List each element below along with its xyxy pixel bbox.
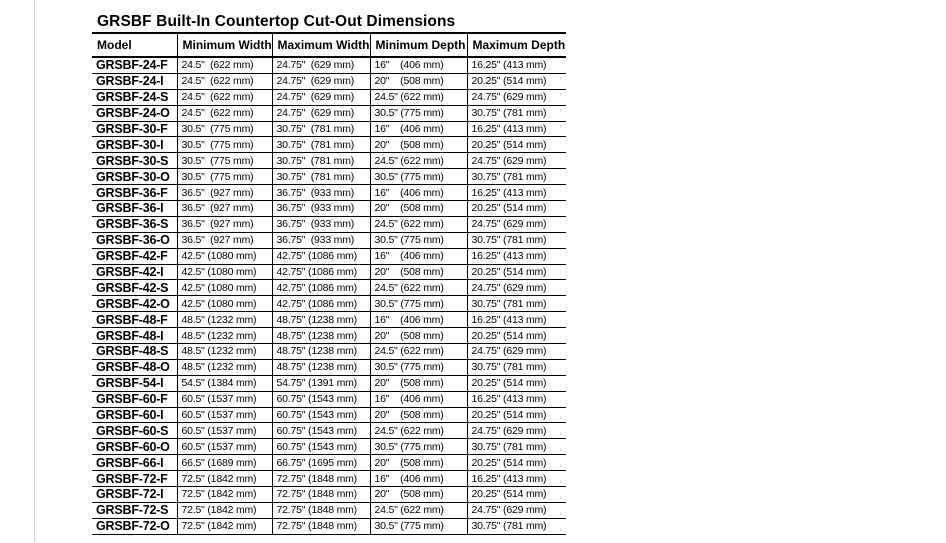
cell-model: GRSBF-48-F: [92, 312, 177, 328]
cell-minimum-depth: 20" (508 mm): [370, 375, 467, 391]
cell-model: GRSBF-42-O: [92, 296, 177, 312]
cell-minimum-depth: 30.5" (775 mm): [370, 296, 467, 312]
cell-minimum-depth: 20" (508 mm): [370, 201, 467, 217]
cell-maximum-depth: 20.25" (514 mm): [467, 375, 566, 391]
cell-minimum-width: 60.5" (1537 mm): [177, 391, 272, 407]
cell-model: GRSBF-24-O: [92, 105, 177, 121]
cell-maximum-depth: 16.25" (413 mm): [467, 121, 566, 137]
cell-maximum-width: 42.75" (1086 mm): [272, 248, 370, 264]
cell-model: GRSBF-42-F: [92, 248, 177, 264]
table-row: [92, 518, 566, 534]
cell-maximum-width: 30.75" (781 mm): [272, 121, 370, 137]
cell-minimum-depth: 20" (508 mm): [370, 455, 467, 471]
cell-maximum-width: 60.75" (1543 mm): [272, 407, 370, 423]
cell-maximum-depth: 30.75" (781 mm): [467, 359, 566, 375]
cell-model: GRSBF-30-I: [92, 137, 177, 153]
cell-maximum-depth: 16.25" (413 mm): [467, 391, 566, 407]
cell-model: GRSBF-24-S: [92, 89, 177, 105]
cell-maximum-width: 30.75" (781 mm): [272, 137, 370, 153]
cell-model: GRSBF-30-O: [92, 169, 177, 185]
cell-minimum-depth: 30.5" (775 mm): [370, 359, 467, 375]
cell-minimum-depth: 24.5" (622 mm): [370, 216, 467, 232]
table-row: [92, 375, 566, 391]
cell-maximum-width: 24.75" (629 mm): [272, 73, 370, 89]
cell-model: GRSBF-48-O: [92, 359, 177, 375]
cell-maximum-depth: 20.25" (514 mm): [467, 264, 566, 280]
cell-maximum-depth: 20.25" (514 mm): [467, 487, 566, 503]
cell-model: GRSBF-48-I: [92, 328, 177, 344]
table-row: [92, 201, 566, 217]
cell-model: GRSBF-60-O: [92, 439, 177, 455]
header-maximum-depth: Maximum Depth: [467, 33, 566, 57]
cell-minimum-width: 24.5" (622 mm): [177, 73, 272, 89]
dimensions-table: [92, 32, 566, 535]
cell-maximum-depth: 30.75" (781 mm): [467, 518, 566, 534]
cell-maximum-depth: 16.25" (413 mm): [467, 312, 566, 328]
cell-minimum-depth: 16" (406 mm): [370, 185, 467, 201]
cell-minimum-depth: 16" (406 mm): [370, 312, 467, 328]
cell-maximum-width: 72.75" (1848 mm): [272, 502, 370, 518]
cell-maximum-depth: 16.25" (413 mm): [467, 185, 566, 201]
cell-minimum-width: 60.5" (1537 mm): [177, 407, 272, 423]
cell-model: GRSBF-60-I: [92, 407, 177, 423]
cell-model: GRSBF-54-I: [92, 375, 177, 391]
header-minimum-width: Minimum Width: [177, 33, 272, 57]
table-row: [92, 57, 566, 73]
cell-minimum-width: 42.5" (1080 mm): [177, 280, 272, 296]
page-left-rule: [34, 0, 35, 543]
cell-model: GRSBF-48-S: [92, 344, 177, 360]
cell-maximum-width: 30.75" (781 mm): [272, 169, 370, 185]
cell-maximum-width: 30.75" (781 mm): [272, 153, 370, 169]
cell-minimum-width: 72.5" (1842 mm): [177, 487, 272, 503]
header-maximum-width: Maximum Width: [272, 33, 370, 57]
table-row: [92, 216, 566, 232]
cell-maximum-depth: 24.75" (629 mm): [467, 280, 566, 296]
document: [92, 13, 566, 535]
cell-minimum-depth: 24.5" (622 mm): [370, 89, 467, 105]
cell-minimum-width: 30.5" (775 mm): [177, 169, 272, 185]
cell-model: GRSBF-24-I: [92, 73, 177, 89]
cell-maximum-width: 42.75" (1086 mm): [272, 264, 370, 280]
cell-maximum-depth: 20.25" (514 mm): [467, 73, 566, 89]
cell-minimum-width: 24.5" (622 mm): [177, 105, 272, 121]
cell-maximum-width: 72.75" (1848 mm): [272, 518, 370, 534]
cell-minimum-depth: 20" (508 mm): [370, 264, 467, 280]
cell-maximum-depth: 20.25" (514 mm): [467, 328, 566, 344]
cell-maximum-width: 48.75" (1238 mm): [272, 359, 370, 375]
cell-maximum-width: 48.75" (1238 mm): [272, 344, 370, 360]
cell-maximum-depth: 24.75" (629 mm): [467, 89, 566, 105]
table-row: [92, 89, 566, 105]
cell-minimum-depth: 24.5" (622 mm): [370, 280, 467, 296]
table-row: [92, 328, 566, 344]
cell-model: GRSBF-72-I: [92, 487, 177, 503]
cell-maximum-width: 24.75" (629 mm): [272, 105, 370, 121]
cell-maximum-width: 36.75" (933 mm): [272, 201, 370, 217]
table-row: [92, 407, 566, 423]
cell-minimum-width: 72.5" (1842 mm): [177, 518, 272, 534]
table-row: [92, 502, 566, 518]
header-minimum-depth: Minimum Depth: [370, 33, 467, 57]
table-row: [92, 487, 566, 503]
cell-minimum-depth: 16" (406 mm): [370, 121, 467, 137]
cell-minimum-depth: 30.5" (775 mm): [370, 232, 467, 248]
cell-model: GRSBF-24-F: [92, 57, 177, 73]
cell-model: GRSBF-60-S: [92, 423, 177, 439]
cell-maximum-width: 48.75" (1238 mm): [272, 328, 370, 344]
cell-model: GRSBF-36-I: [92, 201, 177, 217]
cell-minimum-width: 60.5" (1537 mm): [177, 439, 272, 455]
cell-maximum-width: 54.75" (1391 mm): [272, 375, 370, 391]
cell-maximum-width: 66.75" (1695 mm): [272, 455, 370, 471]
table-row: [92, 455, 566, 471]
cell-maximum-width: 36.75" (933 mm): [272, 216, 370, 232]
cell-maximum-depth: 16.25" (413 mm): [467, 248, 566, 264]
cell-minimum-depth: 20" (508 mm): [370, 137, 467, 153]
cell-maximum-depth: 30.75" (781 mm): [467, 105, 566, 121]
cell-minimum-depth: 24.5" (622 mm): [370, 502, 467, 518]
cell-minimum-width: 42.5" (1080 mm): [177, 248, 272, 264]
cell-maximum-width: 60.75" (1543 mm): [272, 423, 370, 439]
table-row: [92, 312, 566, 328]
cell-minimum-width: 24.5" (622 mm): [177, 57, 272, 73]
cell-minimum-depth: 20" (508 mm): [370, 328, 467, 344]
table-body: [92, 57, 566, 534]
cell-maximum-width: 48.75" (1238 mm): [272, 312, 370, 328]
table-row: [92, 185, 566, 201]
cell-maximum-depth: 30.75" (781 mm): [467, 296, 566, 312]
cell-model: GRSBF-36-O: [92, 232, 177, 248]
cell-maximum-depth: 16.25" (413 mm): [467, 57, 566, 73]
cell-minimum-width: 30.5" (775 mm): [177, 121, 272, 137]
cell-model: GRSBF-30-S: [92, 153, 177, 169]
cell-minimum-width: 72.5" (1842 mm): [177, 502, 272, 518]
cell-minimum-width: 36.5" (927 mm): [177, 216, 272, 232]
table-row: [92, 439, 566, 455]
cell-minimum-width: 72.5" (1842 mm): [177, 471, 272, 487]
table-row: [92, 296, 566, 312]
cell-minimum-depth: 24.5" (622 mm): [370, 423, 467, 439]
cell-minimum-width: 42.5" (1080 mm): [177, 264, 272, 280]
table-row: [92, 344, 566, 360]
table-row: [92, 423, 566, 439]
cell-minimum-depth: 30.5" (775 mm): [370, 518, 467, 534]
cell-minimum-width: 24.5" (622 mm): [177, 89, 272, 105]
cell-maximum-depth: 24.75" (629 mm): [467, 216, 566, 232]
cell-maximum-depth: 24.75" (629 mm): [467, 502, 566, 518]
cell-minimum-depth: 16" (406 mm): [370, 248, 467, 264]
cell-maximum-width: 36.75" (933 mm): [272, 232, 370, 248]
table-row: [92, 121, 566, 137]
cell-minimum-width: 60.5" (1537 mm): [177, 423, 272, 439]
cell-minimum-depth: 30.5" (775 mm): [370, 439, 467, 455]
cell-maximum-width: 24.75" (629 mm): [272, 57, 370, 73]
header-model: Model: [92, 33, 177, 57]
cell-minimum-depth: 30.5" (775 mm): [370, 169, 467, 185]
cell-maximum-depth: 20.25" (514 mm): [467, 407, 566, 423]
table-row: [92, 105, 566, 121]
cell-model: GRSBF-42-S: [92, 280, 177, 296]
cell-minimum-width: 36.5" (927 mm): [177, 232, 272, 248]
cell-maximum-width: 42.75" (1086 mm): [272, 280, 370, 296]
cell-model: GRSBF-36-F: [92, 185, 177, 201]
table-row: [92, 153, 566, 169]
cell-maximum-depth: 24.75" (629 mm): [467, 344, 566, 360]
cell-model: GRSBF-72-S: [92, 502, 177, 518]
cell-minimum-depth: 20" (508 mm): [370, 487, 467, 503]
cell-maximum-depth: 24.75" (629 mm): [467, 153, 566, 169]
cell-minimum-depth: 24.5" (622 mm): [370, 153, 467, 169]
cell-model: GRSBF-72-F: [92, 471, 177, 487]
table-row: [92, 248, 566, 264]
cell-minimum-depth: 30.5" (775 mm): [370, 105, 467, 121]
table-row: [92, 232, 566, 248]
cell-minimum-width: 36.5" (927 mm): [177, 185, 272, 201]
cell-model: GRSBF-42-I: [92, 264, 177, 280]
cell-minimum-width: 36.5" (927 mm): [177, 201, 272, 217]
cell-maximum-depth: 24.75" (629 mm): [467, 423, 566, 439]
cell-model: GRSBF-30-F: [92, 121, 177, 137]
cell-minimum-depth: 20" (508 mm): [370, 73, 467, 89]
cell-minimum-width: 30.5" (775 mm): [177, 137, 272, 153]
cell-maximum-width: 72.75" (1848 mm): [272, 471, 370, 487]
cell-maximum-width: 72.75" (1848 mm): [272, 487, 370, 503]
cell-minimum-width: 48.5" (1232 mm): [177, 312, 272, 328]
cell-minimum-depth: 16" (406 mm): [370, 391, 467, 407]
cell-minimum-width: 48.5" (1232 mm): [177, 328, 272, 344]
cell-model: GRSBF-72-O: [92, 518, 177, 534]
cell-maximum-depth: 20.25" (514 mm): [467, 201, 566, 217]
cell-minimum-width: 66.5" (1689 mm): [177, 455, 272, 471]
table-row: [92, 471, 566, 487]
cell-minimum-width: 54.5" (1384 mm): [177, 375, 272, 391]
cell-minimum-width: 30.5" (775 mm): [177, 153, 272, 169]
cell-maximum-depth: 30.75" (781 mm): [467, 439, 566, 455]
table-row: [92, 264, 566, 280]
cell-maximum-width: 60.75" (1543 mm): [272, 439, 370, 455]
cell-maximum-width: 60.75" (1543 mm): [272, 391, 370, 407]
header-row: [92, 33, 566, 57]
cell-maximum-depth: 30.75" (781 mm): [467, 232, 566, 248]
cell-minimum-depth: 16" (406 mm): [370, 471, 467, 487]
cell-model: GRSBF-36-S: [92, 216, 177, 232]
table-row: [92, 280, 566, 296]
cell-minimum-depth: 20" (508 mm): [370, 407, 467, 423]
table-title: GRSBF Built-In Countertop Cut-Out Dimensions: [97, 13, 456, 30]
table-row: [92, 391, 566, 407]
cell-maximum-width: 24.75" (629 mm): [272, 89, 370, 105]
cell-maximum-width: 36.75" (933 mm): [272, 185, 370, 201]
table-row: [92, 73, 566, 89]
cell-minimum-depth: 24.5" (622 mm): [370, 344, 467, 360]
cell-model: GRSBF-60-F: [92, 391, 177, 407]
cell-minimum-width: 48.5" (1232 mm): [177, 359, 272, 375]
cell-minimum-width: 42.5" (1080 mm): [177, 296, 272, 312]
table-row: [92, 137, 566, 153]
cell-maximum-depth: 16.25" (413 mm): [467, 471, 566, 487]
cell-maximum-depth: 20.25" (514 mm): [467, 455, 566, 471]
table-row: [92, 169, 566, 185]
table-row: [92, 359, 566, 375]
cell-minimum-depth: 16" (406 mm): [370, 57, 467, 73]
cell-maximum-width: 42.75" (1086 mm): [272, 296, 370, 312]
cell-maximum-depth: 20.25" (514 mm): [467, 137, 566, 153]
cell-model: GRSBF-66-I: [92, 455, 177, 471]
cell-minimum-width: 48.5" (1232 mm): [177, 344, 272, 360]
cell-maximum-depth: 30.75" (781 mm): [467, 169, 566, 185]
